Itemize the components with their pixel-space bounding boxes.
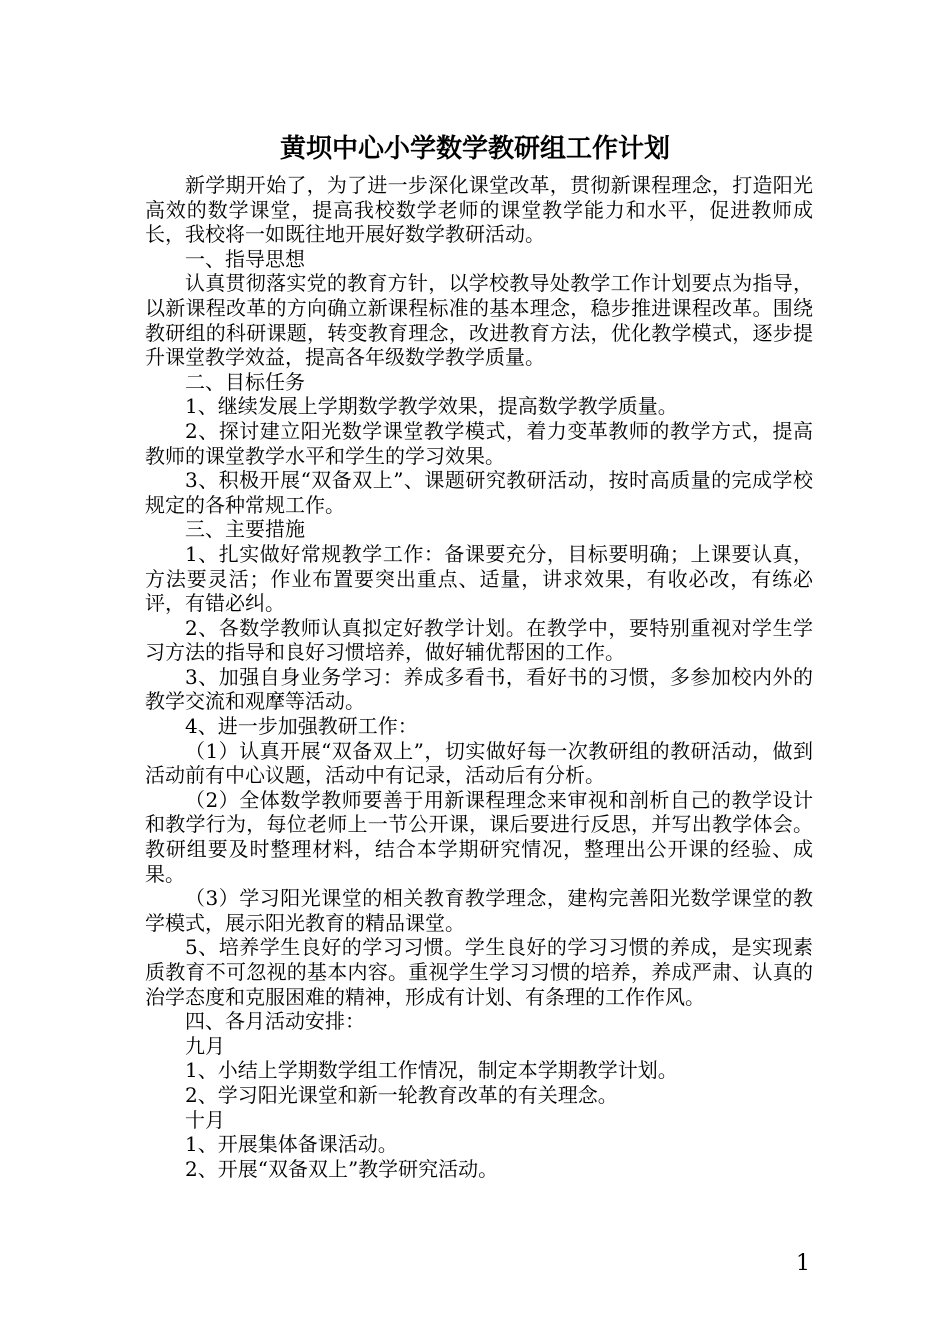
- october-item-2: 2、开展“双备双上”教学研究活动。: [185, 1156, 499, 1181]
- measure-item-4: 4、进一步加强教研工作：: [185, 714, 418, 739]
- september-item-1: 1、小结上学期数学组工作情况，制定本学期教学计划。: [185, 1058, 678, 1083]
- measure-item-3: 3、加强自身业务学习：养成多看书，看好书的习惯，多参加校内外的教学交流和观摩等活动。: [145, 664, 813, 714]
- month-heading-september: 九月: [185, 1033, 225, 1058]
- goal-item-1: 1、继续发展上学期数学教学效果，提高数学教学质量。: [185, 394, 678, 419]
- measure-item-5: 5、培养学生良好的学习习惯。学生良好的学习习惯的养成，是实现素质教育不可忽视的基本内容。重视学生学习习惯的培养，养成严肃、认真的治学态度和克服困难的精神，形成有计划、有条理的工作作风。: [145, 935, 813, 1009]
- section-heading-measures: 三、主要措施: [185, 517, 305, 542]
- measure-item-1: 1、扎实做好常规教学工作：备课要充分，目标要明确；上课要认真，方法要灵活；作业布置要突出重点、适量，讲求效果，有收必改，有练必评，有错必纠。: [145, 541, 813, 616]
- document-title: 黄坝中心小学数学教研组工作计划: [279, 134, 670, 164]
- guiding-thought-paragraph: 认真贯彻落实党的教育方针，以学校教导处教学工作计划要点为指导，以新课程改革的方向确立新课程标准的基本理念，稳步推进课程改革。围绕教研组的科研课题，转变教育理念，改进教育方法，优化教学模式，逐步提升课堂教学效益，提高各年级数学教学质量。: [145, 271, 813, 370]
- page-number: 1: [796, 1251, 810, 1276]
- measure-subitem-3: （3）学习阳光课堂的相关教育教学理念，建构完善阳光数学课堂的教学模式，展示阳光教育的精品课堂。: [145, 886, 813, 935]
- september-item-2: 2、学习阳光课堂和新一轮教育改革的有关理念。: [185, 1082, 618, 1107]
- intro-paragraph: 新学期开始了，为了进一步深化课堂改革，贯彻新课程理念，打造阳光高效的数学课堂，提高我校数学老师的课堂教学能力和水平，促进教师成长，我校将一如既往地开展好数学教研活动。: [145, 173, 813, 247]
- section-heading-guiding-thought: 一、指导思想: [185, 246, 305, 271]
- section-heading-monthly-schedule: 四、各月活动安排：: [185, 1009, 365, 1034]
- measure-item-2: 2、各数学教师认真拟定好教学计划。在教学中，要特别重视对学生学习方法的指导和良好习惯培养，做好辅优帮困的工作。: [145, 615, 813, 665]
- month-heading-october: 十月: [185, 1107, 225, 1132]
- document-body: [145, 173, 813, 1181]
- section-heading-goals: 二、目标任务: [185, 369, 305, 394]
- measure-subitem-1: （1）认真开展“双备双上”，切实做好每一次教研组的教研活动，做到活动前有中心议题，活动中有记录，活动后有分析。: [145, 738, 813, 788]
- goal-item-2: 2、探讨建立阳光数学课堂教学模式，着力变革教师的教学方式，提高教师的课堂教学水平和学生的学习效果。: [145, 418, 813, 468]
- measure-subitem-2: （2）全体数学教师要善于用新课程理念来审视和剖析自己的教学设计和教学行为，每位老师上一节公开课，课后要进行反思，并写出教学体会。教研组要及时整理材料，结合本学期研究情况，整理出公开课的经验、成果。: [145, 787, 813, 886]
- goal-item-3: 3、积极开展“双备双上”、课题研究教研活动，按时高质量的完成学校规定的各种常规工作。: [145, 468, 813, 517]
- october-item-1: 1、开展集体备课活动。: [185, 1132, 398, 1157]
